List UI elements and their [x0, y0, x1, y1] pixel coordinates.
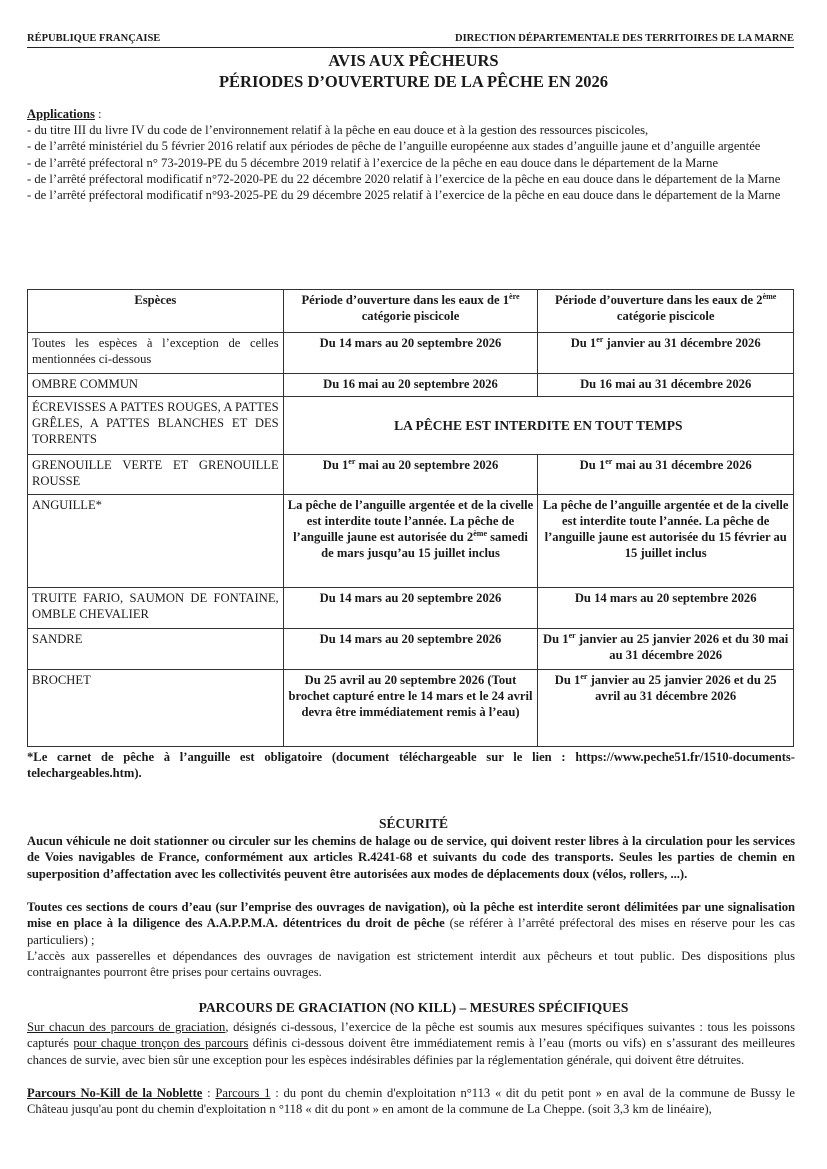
- title-line-2: PÉRIODES D’OUVERTURE DE LA PÊCHE EN 2026: [218, 72, 609, 91]
- securite-heading: SÉCURITÉ: [378, 816, 449, 831]
- header-right: DIRECTION DÉPARTEMENTALE DES TERRITOIRES DE LA MARNE: [454, 33, 794, 44]
- no-kill-heading: PARCOURS DE GRACIATION (NO KILL) – MESURES SPÉCIFIQUES: [198, 1000, 629, 1015]
- table-row: [28, 374, 794, 397]
- table-row: [28, 670, 794, 747]
- table-row: [28, 629, 794, 670]
- table-header-row: [28, 290, 794, 333]
- header-species: Espèces: [28, 290, 284, 333]
- applications-item: - de l’arrêté ministériel du 5 février 2016 relatif aux périodes de pêche de l’anguille européenne aux stades d’anguille jaune et d’anguille argentée: [27, 139, 761, 154]
- species-cell: ÉCREVISSES A PATTES ROUGES, A PATTES GRÊLES, A PATTES BLANCHES ET DES TORRENTS: [28, 397, 284, 455]
- no-kill-paragraph-2: Parcours No-Kill de la Noblette : Parcours 1 : du pont du chemin d'exploitation n°113 « dit du petit pont » en aval de la commune de Bussy le Château jusqu'au pont du chemin d'exploitation n °118 « dit du pont » en amont de la commune de La Cheppe. (soit 3,3 km de linéaire),: [27, 1086, 796, 1117]
- fishing-periods-table: [27, 289, 794, 747]
- period-cat2-cell: Du 1er mai au 31 décembre 2026: [538, 455, 794, 495]
- period-cat1-cell: Du 14 mars au 20 septembre 2026: [283, 333, 538, 374]
- header-bar: [27, 33, 794, 48]
- title-line-1: AVIS AUX PÊCHEURS: [328, 51, 499, 70]
- parcours-title: Parcours No-Kill de la Noblette: [27, 1086, 203, 1100]
- period-cat1-cell: Du 14 mars au 20 septembre 2026: [283, 588, 538, 629]
- fishing-forbidden-cell: LA PÊCHE EST INTERDITE EN TOUT TEMPS: [283, 397, 793, 455]
- species-cell: SANDRE: [28, 629, 284, 670]
- species-cell: Toutes les espèces à l’exception de celles mentionnées ci-dessous: [28, 333, 284, 374]
- species-cell: ANGUILLE*: [28, 495, 284, 588]
- applications-heading-suffix: :: [94, 107, 102, 121]
- securite-paragraph-1: Aucun véhicule ne doit stationner ou circuler sur les chemins de halage ou de service, qui doivent rester libres à la circulation pour les services de Voies navigables de France, conformément aux articles R.4241-68 et suivants du code des transports. Seules les parties de chemin en superposition d’affectation avec les collectivités peuvent être autorisées aux modes de déplacements doux (vélos, rollers, ...).: [27, 834, 795, 881]
- no-kill-paragraph-1: Sur chacun des parcours de graciation, désignés ci-dessous, l’exercice de la pêche est soumis aux mesures spécifiques suivantes : tous les poissons capturés pour chaque tronçon des parcours définis ci-dessous doivent être immédiatement remis à l’eau (morts ou vifs) en s’assurant des meilleures chances de survie, avec bien sûr une exception pour les espèces indésirables définies par la réglementation générale, qui doivent être détruites.: [27, 1020, 795, 1067]
- period-cat1-cell: Du 16 mai au 20 septembre 2026: [283, 374, 538, 397]
- species-cell: GRENOUILLE VERTE ET GRENOUILLE ROUSSE: [28, 455, 284, 495]
- applications-item: - de l’arrêté préfectoral n° 73-2019-PE du 5 décembre 2019 relatif à l’exercice de la pêche en eau douce dans le département de la Marne: [27, 155, 719, 170]
- period-cat2-cell: Du 1er janvier au 25 janvier 2026 et du 30 mai au 31 décembre 2026: [538, 629, 794, 670]
- species-cell: TRUITE FARIO, SAUMON DE FONTAINE, OMBLE CHEVALIER: [28, 588, 284, 629]
- securite-p2-bold: Toutes ces sections de cours d’eau (sur l’emprise des ouvrages de navigation), où la pêche est interdite seront délimitées par une signalisation mise en place à la diligence des A.A.P.P.M.A. détentrices du droit de pêche: [27, 900, 795, 931]
- period-cat1-cell: Du 25 avril au 20 septembre 2026 (Tout brochet capturé entre le 14 mars et le 24 avril devra être immédiatement remis à l’eau): [283, 670, 538, 747]
- applications-item: - du titre III du livre IV du code de l’environnement relatif à la pêche en eau douce et à la gestion des ressources piscicoles,: [27, 123, 649, 138]
- period-cat1-cell: Du 14 mars au 20 septembre 2026: [283, 629, 538, 670]
- table-row: [28, 455, 794, 495]
- header-cat1: Période d’ouverture dans les eaux de 1ère catégorie piscicole: [283, 290, 538, 333]
- table-row: [28, 588, 794, 629]
- securite-paragraph-2: [27, 899, 795, 948]
- period-cat2-cell: Du 1er janvier au 25 janvier 2026 et du 25 avril au 31 décembre 2026: [538, 670, 794, 747]
- applications-item: - de l’arrêté préfectoral modificatif n°93-2025-PE du 29 décembre 2025 relatif à l’exercice de la pêche en eau douce dans le département de la Marne: [27, 188, 781, 203]
- securite-p2-rest: (se référer à l’arrêté préfectoral des mises en réserve pour les cas particuliers) ;: [27, 916, 795, 947]
- applications-heading: Applications: [27, 107, 95, 121]
- table-row: [28, 397, 794, 455]
- applications-item: - de l’arrêté préfectoral modificatif n°72-2020-PE du 22 décembre 2020 relatif à l’exercice de la pêche en eau douce dans le département de la Marne: [27, 171, 781, 186]
- securite-paragraph-3: L’accès aux passerelles et dépendances des ouvrages de navigation est strictement interdit aux pêcheurs et tout public. Des dispositions plus contraignantes pourront être prises pour certains ouvrages.: [27, 949, 795, 980]
- period-cat1-cell: Du 1er mai au 20 septembre 2026: [283, 455, 538, 495]
- header-cat2: Période d’ouverture dans les eaux de 2ème catégorie piscicole: [538, 290, 794, 333]
- table-row: [28, 333, 794, 374]
- header-left: RÉPUBLIQUE FRANÇAISE: [27, 33, 161, 44]
- species-cell: OMBRE COMMUN: [28, 374, 284, 397]
- species-cell: BROCHET: [28, 670, 284, 747]
- period-cat2-cell: La pêche de l’anguille argentée et de la civelle est interdite toute l’année. La pêche de l’anguille jaune est autorisée du 15 février au 15 juillet inclus: [538, 495, 794, 588]
- parcours-sub: Parcours 1: [215, 1086, 271, 1100]
- table-row: [28, 495, 794, 588]
- eel-logbook-note: *Le carnet de pêche à l’anguille est obligatoire (document téléchargeable sur le lien : https://www.peche51.fr/1510-documents-telechargeables.htm).: [27, 750, 795, 780]
- period-cat2-cell: Du 16 mai au 31 décembre 2026: [538, 374, 794, 397]
- period-cat2-cell: Du 14 mars au 20 septembre 2026: [538, 588, 794, 629]
- period-cat1-cell: La pêche de l’anguille argentée et de la civelle est interdite toute l’année. La pêche de l’anguille jaune est autorisée du 2ème samedi de mars jusqu’au 15 juillet inclus: [283, 495, 538, 588]
- applications-section: [27, 106, 795, 203]
- period-cat2-cell: Du 1er janvier au 31 décembre 2026: [538, 333, 794, 374]
